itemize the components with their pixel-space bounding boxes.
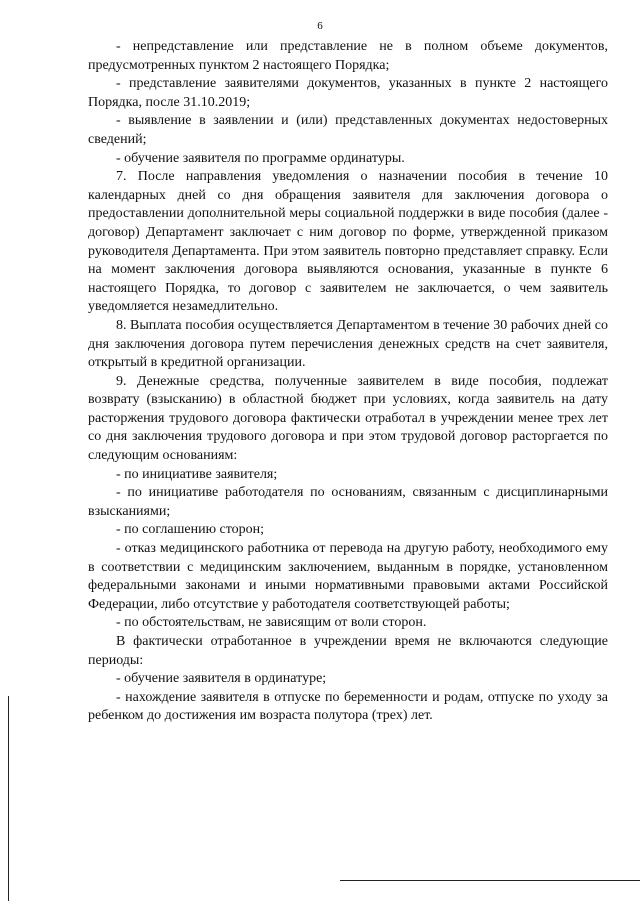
paragraph: - обучение заявителя в ординатуре;: [116, 671, 327, 687]
document-body: [88, 38, 608, 726]
scan-edge-line: [8, 696, 9, 901]
paragraph: 7. После направления уведомления о назначении пособия в течение 10 календарных дней со дня обращения заявителя для заключения договора о предоставлении дополнительной меры социальной поддержки в виде пособия (далее - договор) Департамент заключает с ним договор по форме, утвержденной приказом руководителя Департамента. При этом заявитель повторно представляет справку. Если на момент заключения договора выявляются основания, указанные в пункте 6 настоящего Порядка, то договор с заявителем не заключается, о чем заявитель уведомляется незамедлительно.: [88, 169, 608, 315]
paragraph: - выявление в заявлении и (или) представленных документах недостоверных сведений;: [88, 113, 608, 147]
paragraph: - по инициативе работодателя по основаниям, связанным с дисциплинарными взысканиями;: [88, 485, 608, 519]
paragraph: - нахождение заявителя в отпуске по беременности и родам, отпуске по уходу за ребенком до достижения им возраста полутора (трех) лет.: [88, 689, 608, 724]
paragraph: В фактически отработанное в учреждении время не включаются следующие периоды:: [88, 634, 608, 668]
paragraph: 8. Выплата пособия осуществляется Департаментом в течение 30 рабочих дней со дня заключения договора путем перечисления денежных средств на счет заявителя, открытый в кредитной организации.: [88, 317, 608, 371]
bottom-rule: [340, 880, 640, 881]
paragraph: - по инициативе заявителя;: [116, 466, 278, 482]
paragraph: - по обстоятельствам, не зависящим от воли сторон.: [116, 615, 427, 631]
paragraph: - обучение заявителя по программе ординатуры.: [116, 150, 405, 166]
paragraph: - по соглашению сторон;: [116, 522, 265, 538]
page-number: 6: [317, 20, 323, 32]
paragraph: - представление заявителями документов, указанных в пункте 2 настоящего Порядка, после 31.10.2019;: [88, 76, 608, 110]
paragraph: - отказ медицинского работника от перевода на другую работу, необходимого ему в соответствии с медицинским заключением, выданным в порядке, установленном федеральными законами и иными нормативными правовыми актами Российской Федерации, либо отсутствие у работодателя соответствующей работы;: [88, 541, 608, 612]
paragraph: 9. Денежные средства, полученные заявителем в виде пособия, подлежат возврату (взысканию) в областной бюджет при условиях, когда заявитель на дату расторжения трудового договора фактически отработал в учреждении менее трех лет со дня заключения трудового договора и при этом трудовой договор расторгается по следующим основаниям:: [88, 373, 608, 464]
paragraph: - непредставление или представление не в полном объеме документов, предусмотренных пунктом 2 настоящего Порядка;: [88, 39, 608, 73]
